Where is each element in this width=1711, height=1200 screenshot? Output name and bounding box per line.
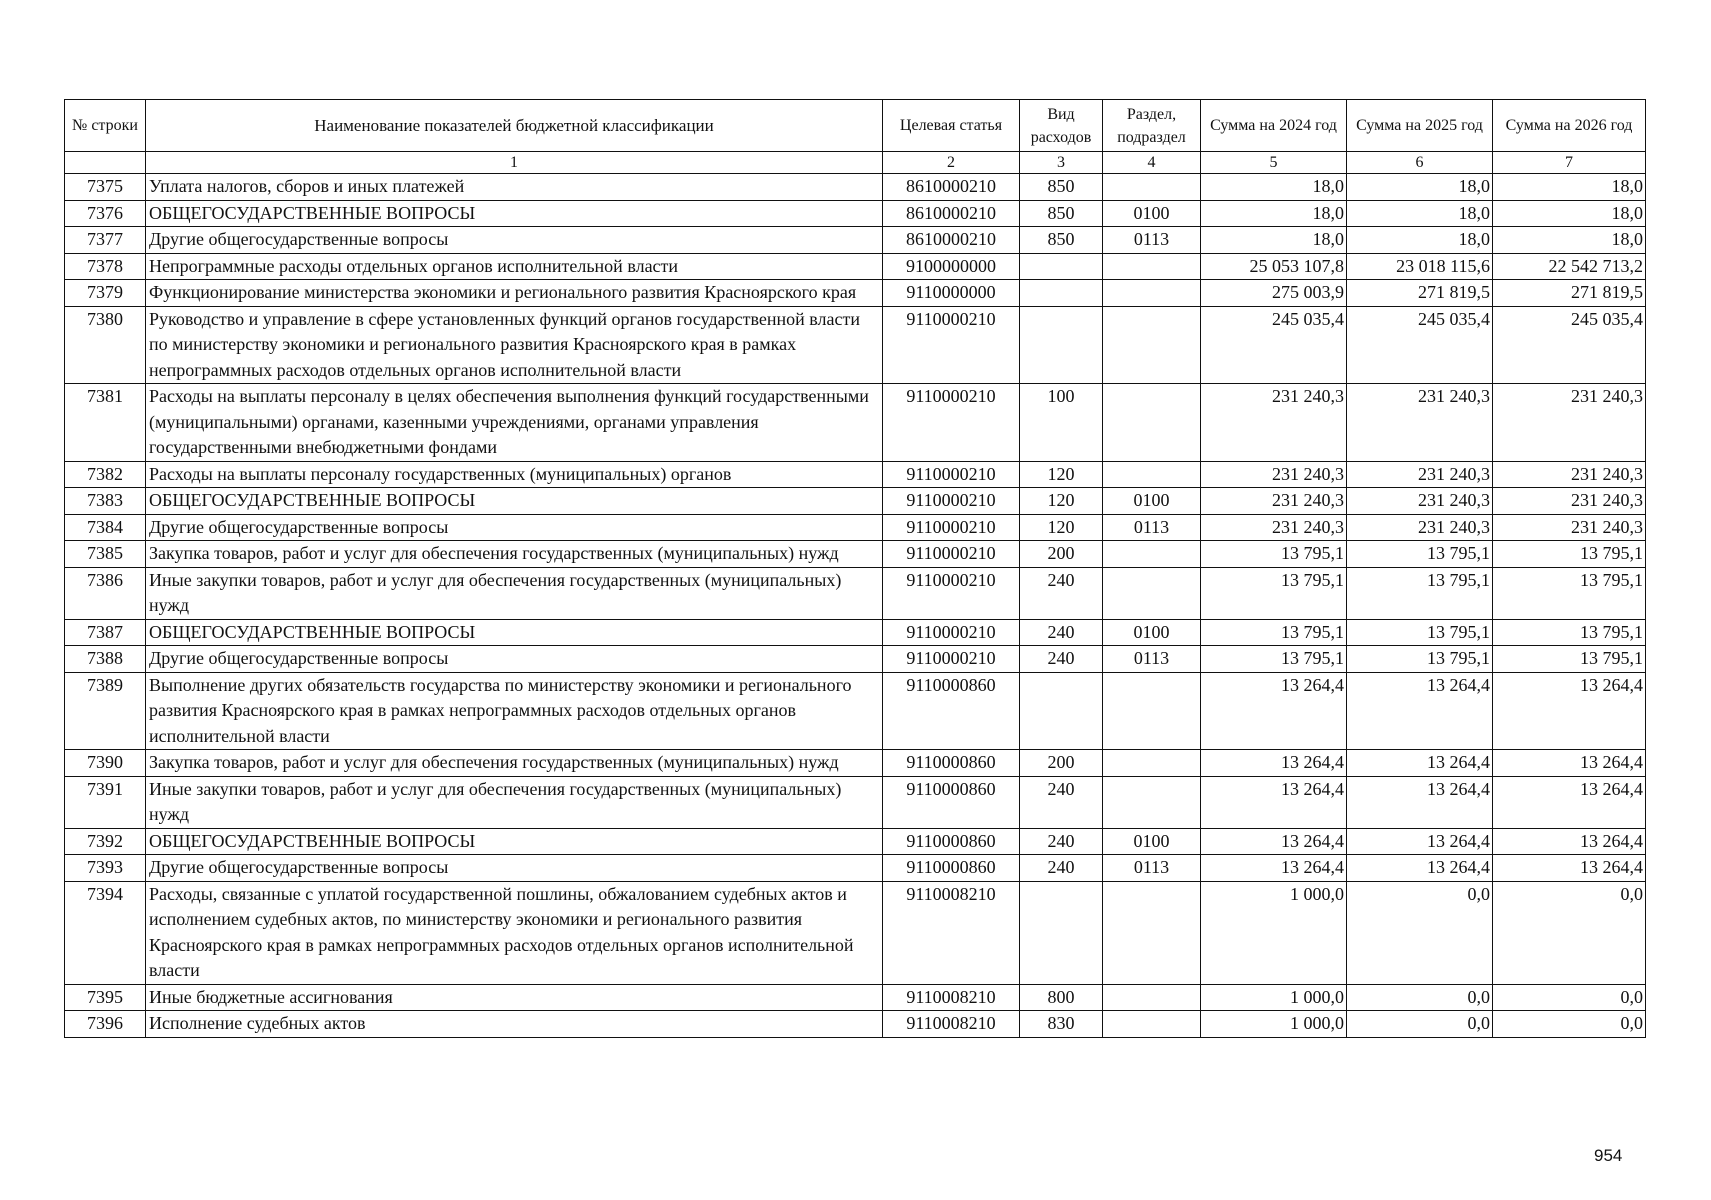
row-number-cell: 7394 xyxy=(65,881,146,984)
sum-2026-cell: 231 240,3 xyxy=(1493,488,1646,515)
table-row xyxy=(65,280,1646,307)
table-row xyxy=(65,253,1646,280)
sum-2025-cell: 13 795,1 xyxy=(1347,567,1493,619)
column-number xyxy=(65,152,146,174)
indicator-name-cell: Расходы, связанные с уплатой государственной пошлины, обжалованием судебных актов и исполнением судебных актов, по министерству экономики и регионального развития Красноярского края в рамках непрограммных расходов отдельных органов исполнительной власти xyxy=(146,881,883,984)
budget-classification-table xyxy=(64,99,1646,1038)
indicator-name-cell: Иные бюджетные ассигнования xyxy=(146,984,883,1011)
row-number-cell: 7378 xyxy=(65,253,146,280)
indicator-name-cell: ОБЩЕГОСУДАРСТВЕННЫЕ ВОПРОСЫ xyxy=(146,488,883,515)
column-number: 7 xyxy=(1493,152,1646,174)
header-sum-2026: Сумма на 2026 год xyxy=(1493,100,1646,152)
sum-2026-cell: 13 795,1 xyxy=(1493,541,1646,568)
table-row xyxy=(65,384,1646,462)
row-number-cell: 7393 xyxy=(65,855,146,882)
expense-type-cell: 240 xyxy=(1020,828,1103,855)
row-number-cell: 7383 xyxy=(65,488,146,515)
column-number-row xyxy=(65,152,1646,174)
column-number: 3 xyxy=(1020,152,1103,174)
sum-2025-cell: 13 264,4 xyxy=(1347,855,1493,882)
row-number-cell: 7395 xyxy=(65,984,146,1011)
section-cell xyxy=(1103,881,1201,984)
expense-type-cell: 850 xyxy=(1020,174,1103,201)
section-cell: 0100 xyxy=(1103,619,1201,646)
sum-2026-cell: 13 264,4 xyxy=(1493,855,1646,882)
target-article-cell: 8610000210 xyxy=(883,227,1020,254)
table-row xyxy=(65,541,1646,568)
target-article-cell: 9110000210 xyxy=(883,646,1020,673)
row-number-cell: 7386 xyxy=(65,567,146,619)
sum-2025-cell: 245 035,4 xyxy=(1347,306,1493,384)
row-number-cell: 7379 xyxy=(65,280,146,307)
expense-type-cell: 240 xyxy=(1020,567,1103,619)
sum-2026-cell: 13 264,4 xyxy=(1493,828,1646,855)
sum-2024-cell: 275 003,9 xyxy=(1201,280,1347,307)
column-number: 4 xyxy=(1103,152,1201,174)
sum-2026-cell: 231 240,3 xyxy=(1493,384,1646,462)
section-cell: 0113 xyxy=(1103,227,1201,254)
sum-2025-cell: 271 819,5 xyxy=(1347,280,1493,307)
expense-type-cell: 240 xyxy=(1020,855,1103,882)
indicator-name-cell: Закупка товаров, работ и услуг для обеспечения государственных (муниципальных) нужд xyxy=(146,541,883,568)
row-number-cell: 7390 xyxy=(65,750,146,777)
row-number-cell: 7385 xyxy=(65,541,146,568)
sum-2026-cell: 18,0 xyxy=(1493,200,1646,227)
row-number-cell: 7377 xyxy=(65,227,146,254)
sum-2026-cell: 13 264,4 xyxy=(1493,776,1646,828)
header-sum-2024: Сумма на 2024 год xyxy=(1201,100,1347,152)
row-number-cell: 7384 xyxy=(65,514,146,541)
header-section: Раздел, подраздел xyxy=(1103,100,1201,152)
row-number-cell: 7382 xyxy=(65,461,146,488)
section-cell: 0100 xyxy=(1103,200,1201,227)
target-article-cell: 9110000860 xyxy=(883,855,1020,882)
table-body xyxy=(65,174,1646,1038)
target-article-cell: 9110000860 xyxy=(883,672,1020,750)
sum-2026-cell: 18,0 xyxy=(1493,227,1646,254)
sum-2024-cell: 1 000,0 xyxy=(1201,1011,1347,1038)
row-number-cell: 7375 xyxy=(65,174,146,201)
column-number: 5 xyxy=(1201,152,1347,174)
indicator-name-cell: Другие общегосударственные вопросы xyxy=(146,646,883,673)
target-article-cell: 9110000210 xyxy=(883,488,1020,515)
section-cell xyxy=(1103,567,1201,619)
sum-2025-cell: 13 264,4 xyxy=(1347,776,1493,828)
sum-2026-cell: 0,0 xyxy=(1493,881,1646,984)
section-cell: 0100 xyxy=(1103,828,1201,855)
sum-2024-cell: 13 264,4 xyxy=(1201,672,1347,750)
sum-2024-cell: 18,0 xyxy=(1201,174,1347,201)
sum-2025-cell: 13 264,4 xyxy=(1347,672,1493,750)
table-row xyxy=(65,619,1646,646)
expense-type-cell: 100 xyxy=(1020,384,1103,462)
indicator-name-cell: Другие общегосударственные вопросы xyxy=(146,514,883,541)
row-number-cell: 7388 xyxy=(65,646,146,673)
section-cell xyxy=(1103,541,1201,568)
sum-2025-cell: 18,0 xyxy=(1347,200,1493,227)
sum-2024-cell: 245 035,4 xyxy=(1201,306,1347,384)
sum-2024-cell: 1 000,0 xyxy=(1201,984,1347,1011)
column-number: 6 xyxy=(1347,152,1493,174)
sum-2024-cell: 231 240,3 xyxy=(1201,488,1347,515)
sum-2025-cell: 231 240,3 xyxy=(1347,461,1493,488)
target-article-cell: 9110000210 xyxy=(883,306,1020,384)
section-cell xyxy=(1103,174,1201,201)
table-row xyxy=(65,672,1646,750)
row-number-cell: 7387 xyxy=(65,619,146,646)
sum-2024-cell: 231 240,3 xyxy=(1201,384,1347,462)
table-row xyxy=(65,881,1646,984)
sum-2024-cell: 13 264,4 xyxy=(1201,776,1347,828)
section-cell xyxy=(1103,750,1201,777)
sum-2025-cell: 231 240,3 xyxy=(1347,488,1493,515)
indicator-name-cell: Иные закупки товаров, работ и услуг для обеспечения государственных (муниципальных) нужд xyxy=(146,776,883,828)
indicator-name-cell: Другие общегосударственные вопросы xyxy=(146,855,883,882)
indicator-name-cell: Иные закупки товаров, работ и услуг для обеспечения государственных (муниципальных) нужд xyxy=(146,567,883,619)
table-row xyxy=(65,1011,1646,1038)
sum-2024-cell: 25 053 107,8 xyxy=(1201,253,1347,280)
table-row xyxy=(65,200,1646,227)
sum-2024-cell: 231 240,3 xyxy=(1201,461,1347,488)
target-article-cell: 9110000860 xyxy=(883,750,1020,777)
column-number: 1 xyxy=(146,152,883,174)
expense-type-cell xyxy=(1020,306,1103,384)
header-indicator-name: Наименование показателей бюджетной классификации xyxy=(146,100,883,152)
target-article-cell: 9110000210 xyxy=(883,567,1020,619)
sum-2024-cell: 13 795,1 xyxy=(1201,619,1347,646)
sum-2026-cell: 13 795,1 xyxy=(1493,619,1646,646)
table-row xyxy=(65,855,1646,882)
section-cell xyxy=(1103,1011,1201,1038)
sum-2024-cell: 1 000,0 xyxy=(1201,881,1347,984)
expense-type-cell: 850 xyxy=(1020,227,1103,254)
row-number-cell: 7391 xyxy=(65,776,146,828)
section-cell xyxy=(1103,384,1201,462)
sum-2024-cell: 18,0 xyxy=(1201,227,1347,254)
sum-2024-cell: 13 264,4 xyxy=(1201,750,1347,777)
table-row xyxy=(65,174,1646,201)
indicator-name-cell: Закупка товаров, работ и услуг для обеспечения государственных (муниципальных) нужд xyxy=(146,750,883,777)
indicator-name-cell: ОБЩЕГОСУДАРСТВЕННЫЕ ВОПРОСЫ xyxy=(146,200,883,227)
expense-type-cell: 240 xyxy=(1020,646,1103,673)
row-number-cell: 7376 xyxy=(65,200,146,227)
table-row xyxy=(65,488,1646,515)
expense-type-cell: 830 xyxy=(1020,1011,1103,1038)
header-sum-2025: Сумма на 2025 год xyxy=(1347,100,1493,152)
section-cell xyxy=(1103,672,1201,750)
target-article-cell: 9110000210 xyxy=(883,384,1020,462)
section-cell: 0100 xyxy=(1103,488,1201,515)
indicator-name-cell: Исполнение судебных актов xyxy=(146,1011,883,1038)
target-article-cell: 8610000210 xyxy=(883,174,1020,201)
section-cell xyxy=(1103,776,1201,828)
target-article-cell: 9110000210 xyxy=(883,514,1020,541)
table-row xyxy=(65,567,1646,619)
sum-2024-cell: 13 264,4 xyxy=(1201,855,1347,882)
table-row xyxy=(65,461,1646,488)
sum-2025-cell: 231 240,3 xyxy=(1347,514,1493,541)
indicator-name-cell: Расходы на выплаты персоналу государственных (муниципальных) органов xyxy=(146,461,883,488)
sum-2025-cell: 13 264,4 xyxy=(1347,750,1493,777)
row-number-cell: 7392 xyxy=(65,828,146,855)
section-cell xyxy=(1103,306,1201,384)
sum-2026-cell: 0,0 xyxy=(1493,984,1646,1011)
sum-2025-cell: 18,0 xyxy=(1347,174,1493,201)
sum-2024-cell: 13 795,1 xyxy=(1201,567,1347,619)
sum-2025-cell: 231 240,3 xyxy=(1347,384,1493,462)
sum-2025-cell: 0,0 xyxy=(1347,881,1493,984)
sum-2025-cell: 18,0 xyxy=(1347,227,1493,254)
target-article-cell: 8610000210 xyxy=(883,200,1020,227)
sum-2026-cell: 13 795,1 xyxy=(1493,567,1646,619)
sum-2026-cell: 22 542 713,2 xyxy=(1493,253,1646,280)
target-article-cell: 9110008210 xyxy=(883,881,1020,984)
target-article-cell: 9110000000 xyxy=(883,280,1020,307)
target-article-cell: 9110000210 xyxy=(883,619,1020,646)
section-cell: 0113 xyxy=(1103,514,1201,541)
sum-2025-cell: 13 795,1 xyxy=(1347,619,1493,646)
expense-type-cell: 800 xyxy=(1020,984,1103,1011)
table-row xyxy=(65,646,1646,673)
indicator-name-cell: Выполнение других обязательств государства по министерству экономики и регионального развития Красноярского края в рамках непрограммных расходов отдельных органов исполнительной власти xyxy=(146,672,883,750)
indicator-name-cell: ОБЩЕГОСУДАРСТВЕННЫЕ ВОПРОСЫ xyxy=(146,619,883,646)
indicator-name-cell: Функционирование министерства экономики и регионального развития Красноярского края xyxy=(146,280,883,307)
table-row xyxy=(65,514,1646,541)
row-number-cell: 7396 xyxy=(65,1011,146,1038)
expense-type-cell: 200 xyxy=(1020,541,1103,568)
indicator-name-cell: ОБЩЕГОСУДАРСТВЕННЫЕ ВОПРОСЫ xyxy=(146,828,883,855)
target-article-cell: 9110000860 xyxy=(883,828,1020,855)
budget-table-sheet xyxy=(64,99,1645,1038)
sum-2026-cell: 13 264,4 xyxy=(1493,750,1646,777)
expense-type-cell: 120 xyxy=(1020,514,1103,541)
section-cell xyxy=(1103,253,1201,280)
sum-2025-cell: 0,0 xyxy=(1347,984,1493,1011)
column-number: 2 xyxy=(883,152,1020,174)
expense-type-cell: 200 xyxy=(1020,750,1103,777)
sum-2026-cell: 271 819,5 xyxy=(1493,280,1646,307)
table-row xyxy=(65,776,1646,828)
sum-2024-cell: 18,0 xyxy=(1201,200,1347,227)
expense-type-cell: 120 xyxy=(1020,461,1103,488)
row-number-cell: 7381 xyxy=(65,384,146,462)
row-number-cell: 7389 xyxy=(65,672,146,750)
header-target-article: Целевая статья xyxy=(883,100,1020,152)
sum-2024-cell: 13 264,4 xyxy=(1201,828,1347,855)
sum-2026-cell: 0,0 xyxy=(1493,1011,1646,1038)
sum-2026-cell: 245 035,4 xyxy=(1493,306,1646,384)
section-cell: 0113 xyxy=(1103,855,1201,882)
expense-type-cell xyxy=(1020,253,1103,280)
sum-2024-cell: 13 795,1 xyxy=(1201,541,1347,568)
target-article-cell: 9110000860 xyxy=(883,776,1020,828)
table-row xyxy=(65,750,1646,777)
sum-2026-cell: 231 240,3 xyxy=(1493,514,1646,541)
indicator-name-cell: Расходы на выплаты персоналу в целях обеспечения выполнения функций государственными (муниципальными) органами, казенными учреждениями, органами управления государственными внебюджетными фондами xyxy=(146,384,883,462)
section-cell: 0113 xyxy=(1103,646,1201,673)
indicator-name-cell: Руководство и управление в сфере установленных функций органов государственной власти по министерству экономики и регионального развития Красноярского края в рамках непрограммных расходов отдельных органов исполнительной власти xyxy=(146,306,883,384)
expense-type-cell xyxy=(1020,881,1103,984)
expense-type-cell: 240 xyxy=(1020,619,1103,646)
table-row xyxy=(65,227,1646,254)
target-article-cell: 9110000210 xyxy=(883,541,1020,568)
sum-2026-cell: 231 240,3 xyxy=(1493,461,1646,488)
section-cell xyxy=(1103,280,1201,307)
sum-2024-cell: 231 240,3 xyxy=(1201,514,1347,541)
section-cell xyxy=(1103,461,1201,488)
row-number-cell: 7380 xyxy=(65,306,146,384)
indicator-name-cell: Непрограммные расходы отдельных органов исполнительной власти xyxy=(146,253,883,280)
sum-2026-cell: 13 264,4 xyxy=(1493,672,1646,750)
target-article-cell: 9100000000 xyxy=(883,253,1020,280)
table-row xyxy=(65,828,1646,855)
expense-type-cell: 120 xyxy=(1020,488,1103,515)
target-article-cell: 9110000210 xyxy=(883,461,1020,488)
page-number: 954 xyxy=(1594,1146,1623,1165)
target-article-cell: 9110008210 xyxy=(883,1011,1020,1038)
expense-type-cell xyxy=(1020,280,1103,307)
expense-type-cell xyxy=(1020,672,1103,750)
sum-2026-cell: 13 795,1 xyxy=(1493,646,1646,673)
target-article-cell: 9110008210 xyxy=(883,984,1020,1011)
header-expense-type: Вид расходов xyxy=(1020,100,1103,152)
expense-type-cell: 850 xyxy=(1020,200,1103,227)
sum-2025-cell: 0,0 xyxy=(1347,1011,1493,1038)
sum-2024-cell: 13 795,1 xyxy=(1201,646,1347,673)
header-row-number: № строки xyxy=(65,100,146,152)
sum-2025-cell: 13 264,4 xyxy=(1347,828,1493,855)
sum-2025-cell: 23 018 115,6 xyxy=(1347,253,1493,280)
sum-2026-cell: 18,0 xyxy=(1493,174,1646,201)
table-row xyxy=(65,306,1646,384)
indicator-name-cell: Другие общегосударственные вопросы xyxy=(146,227,883,254)
section-cell xyxy=(1103,984,1201,1011)
indicator-name-cell: Уплата налогов, сборов и иных платежей xyxy=(146,174,883,201)
sum-2025-cell: 13 795,1 xyxy=(1347,646,1493,673)
expense-type-cell: 240 xyxy=(1020,776,1103,828)
table-row xyxy=(65,984,1646,1011)
sum-2025-cell: 13 795,1 xyxy=(1347,541,1493,568)
header-row xyxy=(65,100,1646,152)
